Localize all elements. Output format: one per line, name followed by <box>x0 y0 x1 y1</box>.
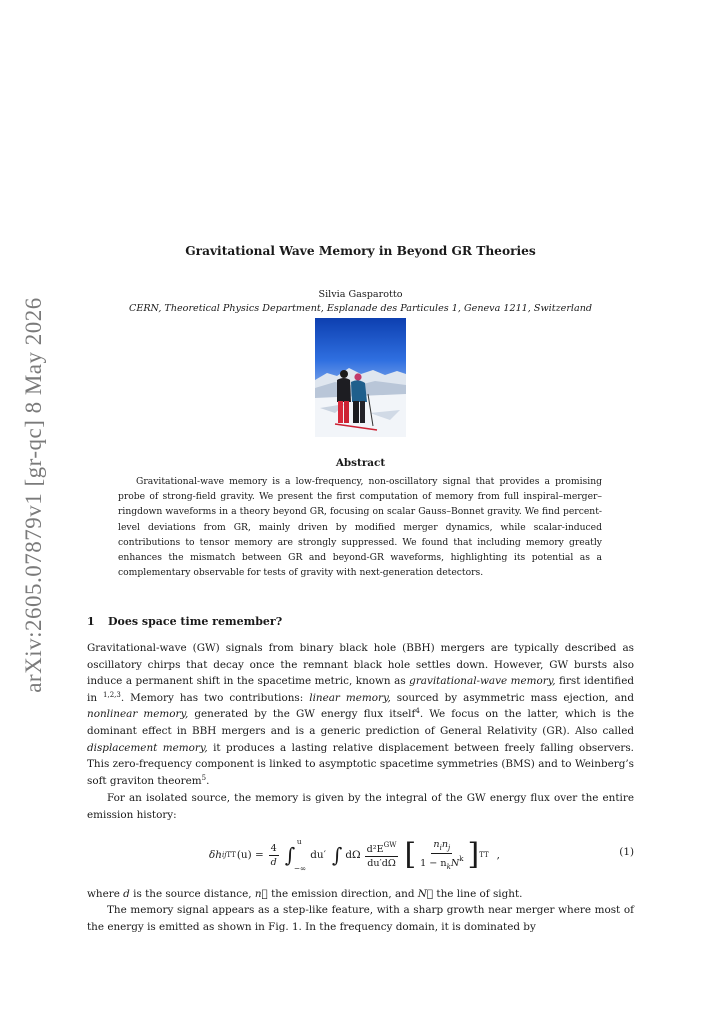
section-number: 1 <box>87 615 95 628</box>
equation-number: (1) <box>619 846 634 858</box>
abstract-heading: Abstract <box>335 457 386 469</box>
body-paragraph: For an isolated source, the memory is given by the integral of the GW energy flux over the entire emission history: <box>87 792 634 821</box>
arxiv-sidebar-stamp <box>14 297 54 693</box>
arxiv-identifier: arXiv:2605.07879v1 [gr-qc] 8 May 2026 <box>21 297 46 693</box>
citation: 1,2,3 <box>103 690 121 699</box>
section-title: Does space time remember? <box>108 615 283 628</box>
equation-1 <box>87 830 634 880</box>
body-paragraph: The memory signal appears as a step-like feature, with a sharp growth near merger where most of the energy is emitted as shown in Fig. 1. In the frequency domain, it is dominated by <box>87 904 634 933</box>
citation: 5 <box>201 773 207 782</box>
equation-body: δh ij TT (u) = $\frac{4}{d}$ ∫ u −∞ du′ ∫ dΩ $\frac{d^2E^{GW}}{du'd\Omega}$ [ $\frac{n_in_j}{1 - n_kN^k}$ ] TT , <box>209 837 500 873</box>
author-affiliation: CERN, Theoretical Physics Department, Esplanade des Particules 1, Geneva 1211, Switzerland <box>128 303 593 314</box>
citation: 4 <box>415 707 420 716</box>
section-heading <box>87 615 282 628</box>
body-paragraph: where d is the source distance, n⃗ the emission direction, and N⃗ the line of sight. <box>87 888 523 900</box>
author-photo <box>315 318 406 437</box>
body-paragraph: Gravitational-wave (GW) signals from binary black hole (BBH) mergers are typically described as oscillatory chirps that decay once the remnant black hole settles down. However, GW bursts also induce a permanent shift in the spacetime metric, known as gravitational-wave memory, first identified in $^{1,2,3}$. Memory has two contributions: linear memory, sourced by asymmetric mass ejection, and nonlinear memory, generated by the GW energy flux itself$^4$. We focus on the latter, which is the dominant effect in BBH mergers and is a generic prediction of General Relativity (GR). Also called displacement memory, it produces a lasting relative displacement between freely falling observers. This zero-frequency component is linked to asymptotic spacetime symmetries (BMS) and to Weinberg’s soft graviton theorem$^5$. <box>87 642 635 787</box>
author-name: Silvia Gasparotto <box>318 289 403 300</box>
paper-title: Gravitational Wave Memory in Beyond GR Theories <box>185 244 536 258</box>
abstract-text: Gravitational-wave memory is a low-frequency, non-oscillatory signal that provides a promising probe of strong-field gravity. We present the first computation of memory from full inspiral–merger–ringdown waveforms in a theory beyond GR, focusing on scalar Gauss–Bonnet gravity. We find percent-level deviations from GR, mainly driven by modified merger dynamics, while scalar-induced contributions to tensor memory are strongly suppressed. We found that including memory greatly enhances the mismatch between GR and beyond-GR waveforms, highlighting its potential as a complementary observable for tests of gravity with next-generation detectors. <box>118 476 602 579</box>
